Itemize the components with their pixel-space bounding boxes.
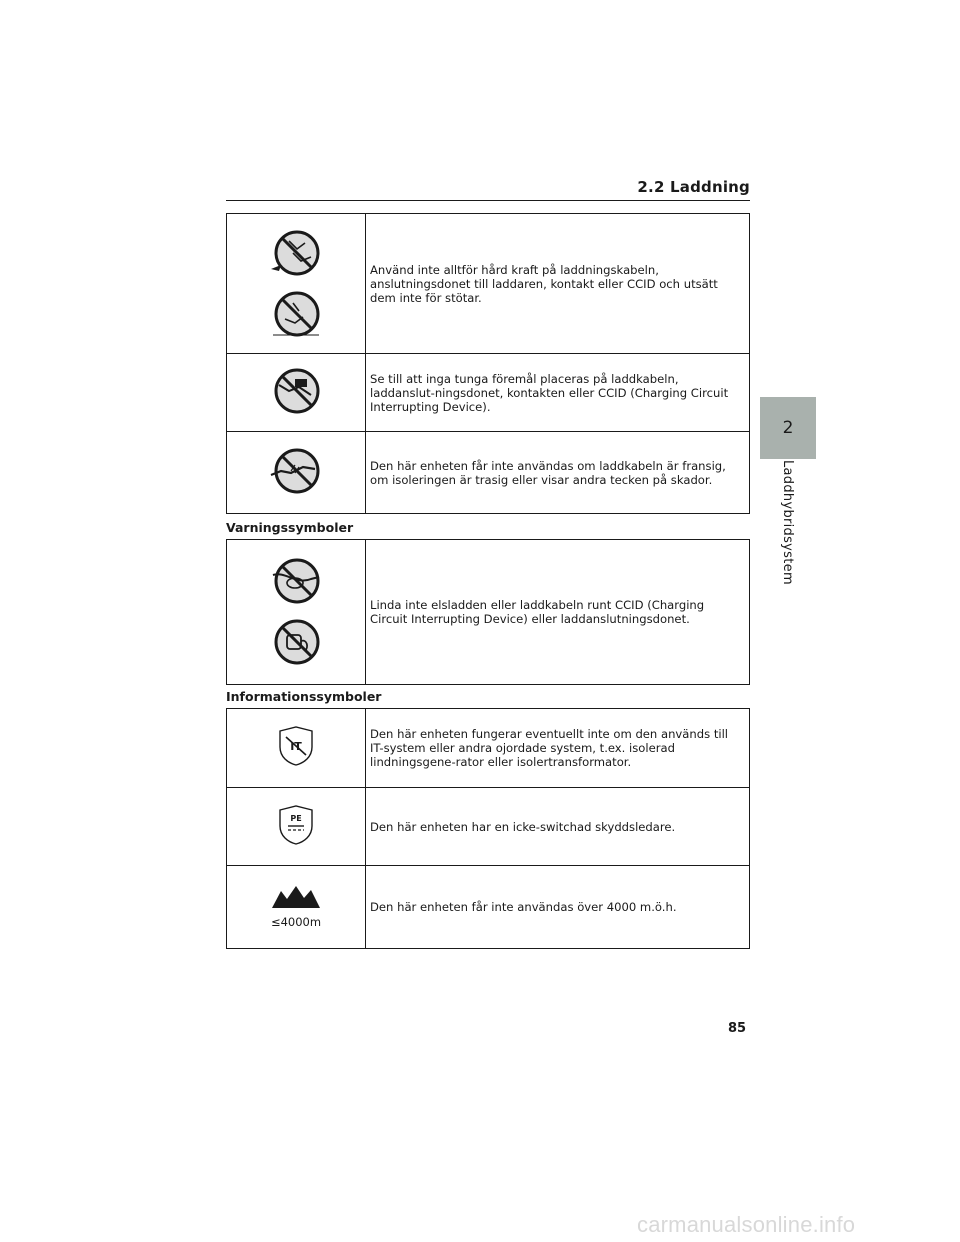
icon-cell (227, 788, 366, 866)
description-cell: Den här enheten fungerar eventuellt inte om den används till IT-system eller andra ojordade system, t.ex. isolerad lindningsgene-rator eller isolertransformator. (366, 709, 750, 788)
watermark: carmanualsonline.info (637, 1212, 856, 1237)
icon-cell (227, 214, 366, 354)
warning-table (226, 539, 750, 685)
chapter-tab (760, 397, 816, 459)
table-row (227, 709, 750, 788)
chapter-number: 2 (782, 418, 794, 438)
table-row (227, 432, 750, 514)
no-wrap-connector-icon (267, 617, 325, 669)
description-cell: Den här enheten har en icke-switchad skyddsledare. (366, 788, 750, 866)
it-system-shield-icon (276, 725, 316, 767)
description-cell: Använd inte alltför hård kraft på laddningskabeln, anslutningsdonet till laddaren, kontakt eller CCID och utsätt dem inte för stötar. (366, 214, 750, 354)
no-impact-icon (267, 289, 325, 341)
page-header (226, 178, 750, 201)
icon-cell (227, 354, 366, 432)
warning-symbols-heading: Varningssymboler (226, 520, 354, 535)
table-row (227, 214, 750, 354)
chapter-label-container (777, 460, 797, 585)
protective-earth-shield-icon (276, 804, 316, 846)
icon-cell (227, 866, 366, 949)
table-row (227, 866, 750, 949)
no-hard-force-icon (267, 227, 325, 279)
pe-icon-label: PE (290, 813, 302, 823)
description-cell: Se till att inga tunga föremål placeras på laddkabeln, laddanslut-ningsdonet, kontakten eller CCID (Charging Circuit Interrupting Device). (366, 354, 750, 432)
prohibition-table (226, 213, 750, 514)
no-heavy-objects-icon (267, 365, 325, 417)
table-row (227, 788, 750, 866)
page-number: 85 (728, 1021, 747, 1036)
description-cell: Linda inte elsladden eller laddkabeln runt CCID (Charging Circuit Interrupting Device) eller laddanslutningsdonet. (366, 540, 750, 685)
description-cell: Den här enheten får inte användas om laddkabeln är fransig, om isoleringen är trasig eller visar andra tecken på skador. (366, 432, 750, 514)
table-row (227, 540, 750, 685)
chapter-label: Laddhybridsystem (780, 460, 795, 585)
icon-cell (227, 709, 366, 788)
information-table (226, 708, 750, 949)
no-wrap-cable-icon (267, 555, 325, 607)
icon-cell (227, 540, 366, 685)
it-icon-label: IT (290, 740, 302, 753)
no-damaged-cable-icon (267, 445, 325, 497)
icon-cell (227, 432, 366, 514)
table-row (227, 354, 750, 432)
altitude-label: ≤4000m (270, 915, 322, 929)
description-cell: Den här enheten får inte användas över 4000 m.ö.h. (366, 866, 750, 949)
section-title: 2.2 Laddning (637, 178, 750, 196)
information-symbols-heading: Informationssymboler (226, 689, 382, 704)
mountain-altitude-icon (271, 885, 321, 909)
